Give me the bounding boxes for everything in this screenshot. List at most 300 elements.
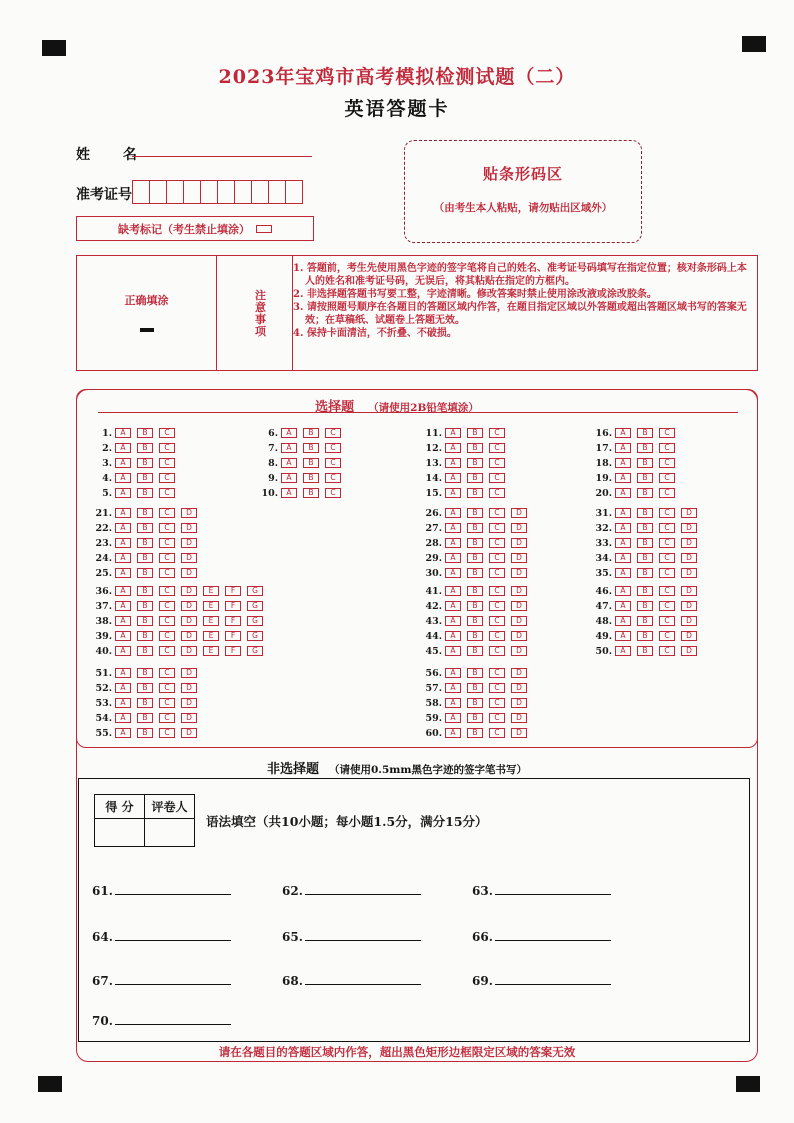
option-bubble[interactable]: A — [115, 538, 131, 548]
option-bubble[interactable]: B — [137, 458, 153, 468]
name-label: 姓 名 — [76, 147, 151, 163]
option-bubble[interactable]: C — [489, 508, 505, 518]
option-bubble[interactable]: A — [445, 728, 461, 738]
option-bubble[interactable]: F — [225, 631, 241, 641]
option-bubble[interactable]: A — [281, 428, 297, 438]
option-bubble[interactable]: G — [247, 631, 263, 641]
option-bubble[interactable]: B — [137, 443, 153, 453]
question-number: 7. — [268, 442, 278, 454]
option-bubble[interactable]: C — [659, 523, 675, 533]
option-bubble[interactable]: C — [159, 601, 175, 611]
option-bubble[interactable]: C — [489, 458, 505, 468]
exam-id-digit-box[interactable] — [183, 180, 201, 204]
option-bubble[interactable]: A — [281, 488, 297, 498]
option-bubble[interactable]: D — [181, 616, 197, 626]
answer-line[interactable] — [495, 940, 611, 941]
option-bubble[interactable]: B — [137, 586, 153, 596]
option-bubble[interactable]: C — [159, 698, 175, 708]
option-bubble[interactable]: A — [445, 616, 461, 626]
option-bubble[interactable]: B — [637, 568, 653, 578]
option-bubble[interactable]: A — [615, 538, 631, 548]
option-bubble[interactable]: A — [445, 553, 461, 563]
question-number: 8. — [268, 457, 278, 469]
question-number: 44. — [425, 630, 442, 642]
option-bubble[interactable]: A — [445, 646, 461, 656]
option-bubble[interactable]: C — [489, 523, 505, 533]
option-bubble[interactable]: B — [467, 458, 483, 468]
option-bubble[interactable]: A — [115, 553, 131, 563]
option-bubble[interactable]: D — [681, 601, 697, 611]
question-row — [416, 456, 511, 470]
option-bubble[interactable]: G — [247, 616, 263, 626]
option-bubble[interactable]: C — [659, 488, 675, 498]
option-bubble[interactable]: C — [159, 631, 175, 641]
option-bubble[interactable]: D — [181, 523, 197, 533]
question-row — [586, 584, 703, 598]
option-bubble[interactable]: A — [445, 713, 461, 723]
option-bubble[interactable]: E — [203, 631, 219, 641]
option-bubble[interactable]: B — [467, 538, 483, 548]
option-bubble[interactable]: B — [637, 508, 653, 518]
option-bubble[interactable]: D — [511, 523, 527, 533]
exam-id-digit-box[interactable] — [268, 180, 286, 204]
option-bubble[interactable]: A — [445, 631, 461, 641]
option-bubble[interactable]: A — [281, 473, 297, 483]
answer-item — [282, 884, 421, 898]
option-bubble[interactable]: C — [159, 538, 175, 548]
exam-id-boxes[interactable] — [132, 180, 302, 204]
option-bubble[interactable]: A — [445, 473, 461, 483]
option-bubble[interactable]: D — [511, 683, 527, 693]
option-bubble[interactable]: B — [467, 586, 483, 596]
question-number: 57. — [425, 682, 442, 694]
option-bubble[interactable]: C — [489, 631, 505, 641]
option-bubble[interactable]: B — [137, 508, 153, 518]
option-bubble[interactable]: A — [445, 586, 461, 596]
option-bubble[interactable]: D — [511, 631, 527, 641]
option-bubble[interactable]: B — [637, 631, 653, 641]
answer-line[interactable] — [115, 940, 231, 941]
option-bubble[interactable]: B — [137, 631, 153, 641]
exam-id-digit-box[interactable] — [251, 180, 269, 204]
option-bubble[interactable]: C — [489, 698, 505, 708]
option-bubble[interactable]: B — [637, 601, 653, 611]
option-bubble[interactable]: C — [659, 538, 675, 548]
option-bubble[interactable]: B — [637, 443, 653, 453]
option-bubble[interactable]: A — [615, 458, 631, 468]
option-bubble[interactable]: C — [159, 616, 175, 626]
option-bubble[interactable]: B — [637, 553, 653, 563]
option-bubble[interactable]: C — [159, 713, 175, 723]
question-row — [416, 566, 533, 580]
option-bubble[interactable]: B — [137, 646, 153, 656]
choice-divider — [98, 412, 738, 413]
option-bubble[interactable]: C — [159, 458, 175, 468]
answer-line[interactable] — [115, 894, 231, 895]
answer-line[interactable] — [495, 984, 611, 985]
option-bubble[interactable]: E — [203, 601, 219, 611]
option-bubble[interactable]: C — [489, 568, 505, 578]
option-bubble[interactable]: A — [615, 523, 631, 533]
option-bubble[interactable]: A — [115, 646, 131, 656]
option-bubble[interactable]: D — [681, 508, 697, 518]
question-row — [416, 426, 511, 440]
notice-rules — [293, 262, 753, 340]
option-bubble[interactable]: C — [489, 616, 505, 626]
option-bubble[interactable]: G — [247, 646, 263, 656]
option-bubble[interactable]: C — [159, 508, 175, 518]
answer-item — [282, 930, 421, 944]
option-bubble[interactable]: D — [181, 728, 197, 738]
answer-line[interactable] — [305, 894, 421, 895]
option-bubble[interactable]: C — [159, 523, 175, 533]
option-bubble[interactable]: A — [445, 428, 461, 438]
option-bubble[interactable]: B — [137, 698, 153, 708]
option-bubble[interactable]: B — [637, 616, 653, 626]
option-bubble[interactable]: A — [115, 523, 131, 533]
option-bubble[interactable]: C — [489, 728, 505, 738]
option-bubble[interactable]: B — [467, 668, 483, 678]
option-bubble[interactable]: D — [511, 698, 527, 708]
option-bubble[interactable]: B — [303, 443, 319, 453]
option-bubble[interactable]: C — [659, 601, 675, 611]
option-bubble[interactable]: B — [467, 488, 483, 498]
option-bubble[interactable]: A — [115, 568, 131, 578]
exam-id-digit-box[interactable] — [132, 180, 150, 204]
option-bubble[interactable]: D — [681, 646, 697, 656]
option-bubble[interactable]: C — [325, 458, 341, 468]
question-row — [586, 629, 703, 643]
option-bubble[interactable]: C — [489, 601, 505, 611]
option-bubble[interactable]: A — [445, 538, 461, 548]
option-bubble[interactable]: A — [615, 473, 631, 483]
answer-number: 62. — [282, 884, 303, 898]
option-bubble[interactable]: E — [203, 586, 219, 596]
question-number: 24. — [95, 552, 112, 564]
option-bubble[interactable]: A — [615, 428, 631, 438]
option-bubble[interactable]: A — [115, 631, 131, 641]
option-bubble[interactable]: A — [445, 698, 461, 708]
option-bubble[interactable]: D — [181, 698, 197, 708]
option-bubble[interactable]: C — [159, 683, 175, 693]
option-bubble[interactable]: D — [181, 683, 197, 693]
option-bubble[interactable]: D — [181, 646, 197, 656]
option-bubble[interactable]: A — [615, 586, 631, 596]
option-bubble[interactable]: B — [467, 631, 483, 641]
option-bubble[interactable]: B — [467, 713, 483, 723]
answer-line[interactable] — [115, 1024, 231, 1025]
option-bubble[interactable]: C — [659, 586, 675, 596]
option-bubble[interactable]: D — [511, 553, 527, 563]
option-bubble[interactable]: C — [325, 443, 341, 453]
option-bubble[interactable]: C — [659, 458, 675, 468]
option-bubble[interactable]: B — [137, 616, 153, 626]
option-bubble[interactable]: D — [511, 508, 527, 518]
option-bubble[interactable]: A — [115, 728, 131, 738]
option-bubble[interactable]: D — [511, 616, 527, 626]
option-bubble[interactable]: C — [325, 428, 341, 438]
option-bubble[interactable]: C — [159, 443, 175, 453]
option-bubble[interactable]: A — [615, 443, 631, 453]
option-bubble[interactable]: A — [445, 683, 461, 693]
answer-item — [92, 974, 231, 988]
option-bubble[interactable]: B — [137, 488, 153, 498]
option-bubble[interactable]: G — [247, 601, 263, 611]
absent-mark-box — [76, 216, 314, 241]
option-bubble[interactable]: D — [511, 646, 527, 656]
option-bubble[interactable]: C — [489, 488, 505, 498]
option-bubble[interactable]: B — [303, 473, 319, 483]
option-bubble[interactable]: B — [467, 646, 483, 656]
question-row — [86, 551, 203, 565]
option-bubble[interactable]: A — [115, 428, 131, 438]
option-bubble[interactable]: C — [159, 668, 175, 678]
option-bubble[interactable]: B — [303, 488, 319, 498]
option-bubble[interactable]: F — [225, 601, 241, 611]
option-bubble[interactable]: C — [159, 586, 175, 596]
option-bubble[interactable]: B — [137, 713, 153, 723]
score-table — [94, 794, 195, 847]
option-bubble[interactable]: B — [467, 728, 483, 738]
option-bubble[interactable]: C — [659, 508, 675, 518]
option-bubble[interactable]: F — [225, 586, 241, 596]
option-bubble[interactable]: F — [225, 646, 241, 656]
option-bubble[interactable]: D — [511, 538, 527, 548]
option-bubble[interactable]: D — [181, 508, 197, 518]
option-bubble[interactable]: C — [325, 473, 341, 483]
question-row — [416, 666, 533, 680]
option-bubble[interactable]: C — [659, 616, 675, 626]
option-bubble[interactable]: D — [181, 713, 197, 723]
option-bubble[interactable]: D — [681, 616, 697, 626]
option-bubble[interactable]: C — [659, 553, 675, 563]
question-number: 56. — [425, 667, 442, 679]
option-bubble[interactable]: B — [467, 553, 483, 563]
option-bubble[interactable]: B — [303, 428, 319, 438]
option-bubble[interactable]: A — [115, 683, 131, 693]
option-bubble[interactable]: B — [137, 523, 153, 533]
option-bubble[interactable]: C — [659, 568, 675, 578]
option-bubble[interactable]: D — [681, 631, 697, 641]
option-bubble[interactable]: A — [115, 488, 131, 498]
option-bubble[interactable]: A — [115, 698, 131, 708]
option-bubble[interactable]: B — [467, 698, 483, 708]
question-number: 59. — [425, 712, 442, 724]
option-bubble[interactable]: C — [659, 631, 675, 641]
name-field[interactable] — [132, 156, 312, 157]
option-bubble[interactable]: D — [681, 568, 697, 578]
option-bubble[interactable]: B — [137, 668, 153, 678]
option-bubble[interactable]: A — [615, 646, 631, 656]
answer-item — [92, 930, 231, 944]
option-bubble[interactable]: B — [467, 428, 483, 438]
option-bubble[interactable]: B — [137, 428, 153, 438]
option-bubble[interactable]: B — [637, 538, 653, 548]
option-bubble[interactable]: D — [511, 601, 527, 611]
option-bubble[interactable]: D — [681, 538, 697, 548]
answer-line[interactable] — [115, 984, 231, 985]
option-bubble[interactable]: C — [159, 473, 175, 483]
option-bubble[interactable]: B — [637, 458, 653, 468]
option-bubble[interactable]: B — [467, 683, 483, 693]
option-bubble[interactable]: B — [637, 523, 653, 533]
answer-item — [472, 884, 611, 898]
option-bubble[interactable]: B — [137, 473, 153, 483]
option-bubble[interactable]: D — [681, 523, 697, 533]
exam-id-digit-box[interactable] — [166, 180, 184, 204]
option-bubble[interactable]: C — [489, 553, 505, 563]
option-bubble[interactable]: A — [115, 713, 131, 723]
question-row — [86, 486, 181, 500]
option-bubble[interactable]: A — [445, 668, 461, 678]
answer-item — [472, 930, 611, 944]
option-bubble[interactable]: C — [489, 443, 505, 453]
option-bubble[interactable]: D — [511, 713, 527, 723]
question-number: 29. — [425, 552, 442, 564]
option-bubble[interactable]: B — [467, 601, 483, 611]
option-bubble[interactable]: A — [615, 508, 631, 518]
option-bubble[interactable]: D — [181, 553, 197, 563]
option-bubble[interactable]: D — [181, 568, 197, 578]
option-bubble[interactable]: G — [247, 586, 263, 596]
option-bubble[interactable]: B — [137, 601, 153, 611]
question-number: 19. — [595, 472, 612, 484]
option-bubble[interactable]: C — [159, 646, 175, 656]
option-bubble[interactable]: C — [659, 473, 675, 483]
option-bubble[interactable]: C — [489, 473, 505, 483]
absent-mark-checkbox[interactable] — [256, 225, 272, 233]
question-number: 22. — [95, 522, 112, 534]
option-bubble[interactable]: B — [467, 568, 483, 578]
question-row — [586, 471, 681, 485]
exam-id-digit-box[interactable] — [149, 180, 167, 204]
option-bubble[interactable]: A — [115, 443, 131, 453]
option-bubble[interactable]: E — [203, 616, 219, 626]
exam-id-digit-box[interactable] — [234, 180, 252, 204]
option-bubble[interactable]: D — [181, 668, 197, 678]
option-bubble[interactable]: C — [659, 646, 675, 656]
option-bubble[interactable]: A — [445, 488, 461, 498]
option-bubble[interactable]: C — [659, 428, 675, 438]
absent-mark-label: 缺考标记（考生禁止填涂） — [118, 222, 250, 236]
option-bubble[interactable]: C — [159, 488, 175, 498]
option-bubble[interactable]: D — [511, 668, 527, 678]
option-bubble[interactable]: A — [615, 488, 631, 498]
correct-fill-label: 正确填涂 — [124, 294, 169, 307]
option-bubble[interactable]: B — [137, 683, 153, 693]
option-bubble[interactable]: D — [681, 553, 697, 563]
option-bubble[interactable]: A — [281, 458, 297, 468]
option-bubble[interactable]: D — [181, 601, 197, 611]
option-bubble[interactable]: B — [637, 586, 653, 596]
option-bubble[interactable]: F — [225, 616, 241, 626]
option-bubble[interactable]: C — [489, 428, 505, 438]
exam-id-digit-box[interactable] — [200, 180, 218, 204]
option-bubble[interactable]: C — [489, 646, 505, 656]
option-bubble[interactable]: B — [637, 646, 653, 656]
option-bubble[interactable]: B — [137, 553, 153, 563]
option-bubble[interactable]: A — [115, 508, 131, 518]
question-row — [416, 681, 533, 695]
option-bubble[interactable]: D — [511, 568, 527, 578]
option-bubble[interactable]: B — [467, 616, 483, 626]
option-bubble[interactable]: B — [467, 523, 483, 533]
option-bubble[interactable]: A — [281, 443, 297, 453]
option-bubble[interactable]: C — [489, 538, 505, 548]
option-bubble[interactable]: C — [489, 668, 505, 678]
option-bubble[interactable]: C — [489, 683, 505, 693]
exam-id-digit-box[interactable] — [217, 180, 235, 204]
question-row — [416, 521, 533, 535]
option-bubble[interactable]: C — [659, 443, 675, 453]
option-bubble[interactable]: D — [511, 728, 527, 738]
option-bubble[interactable]: B — [637, 488, 653, 498]
option-bubble[interactable]: B — [137, 538, 153, 548]
option-bubble[interactable]: D — [511, 586, 527, 596]
option-bubble[interactable]: A — [445, 601, 461, 611]
option-bubble[interactable]: A — [445, 523, 461, 533]
option-bubble[interactable]: A — [115, 586, 131, 596]
option-bubble[interactable]: D — [181, 538, 197, 548]
option-bubble[interactable]: C — [489, 713, 505, 723]
question-row — [86, 644, 269, 658]
option-bubble[interactable]: A — [115, 458, 131, 468]
option-bubble[interactable]: D — [181, 586, 197, 596]
option-bubble[interactable]: A — [615, 568, 631, 578]
option-bubble[interactable]: C — [159, 428, 175, 438]
question-number: 12. — [425, 442, 442, 454]
option-bubble[interactable]: A — [445, 443, 461, 453]
option-bubble[interactable]: B — [637, 473, 653, 483]
exam-id-digit-box[interactable] — [285, 180, 303, 204]
notes-label: 注 意 事 项 — [255, 289, 266, 338]
option-bubble[interactable]: A — [115, 668, 131, 678]
question-row — [586, 441, 681, 455]
option-bubble[interactable]: A — [445, 508, 461, 518]
option-bubble[interactable]: C — [489, 586, 505, 596]
option-bubble[interactable]: C — [159, 553, 175, 563]
answer-line[interactable] — [495, 894, 611, 895]
option-bubble[interactable]: E — [203, 646, 219, 656]
option-bubble[interactable]: A — [615, 553, 631, 563]
option-bubble[interactable]: C — [325, 488, 341, 498]
answer-line[interactable] — [305, 940, 421, 941]
option-bubble[interactable]: A — [615, 631, 631, 641]
option-bubble[interactable]: B — [467, 473, 483, 483]
question-number: 23. — [95, 537, 112, 549]
option-bubble[interactable]: A — [615, 616, 631, 626]
option-bubble[interactable]: A — [615, 601, 631, 611]
option-bubble[interactable]: D — [181, 631, 197, 641]
option-bubble[interactable]: A — [445, 458, 461, 468]
option-bubble[interactable]: C — [159, 728, 175, 738]
question-row — [86, 711, 203, 725]
option-bubble[interactable]: A — [115, 473, 131, 483]
answer-line[interactable] — [305, 984, 421, 985]
option-bubble[interactable]: B — [137, 728, 153, 738]
option-bubble[interactable]: D — [681, 586, 697, 596]
option-bubble[interactable]: B — [637, 428, 653, 438]
question-number: 3. — [102, 457, 112, 469]
option-bubble[interactable]: A — [115, 616, 131, 626]
option-bubble[interactable]: B — [467, 508, 483, 518]
option-bubble[interactable]: A — [115, 601, 131, 611]
option-bubble[interactable]: B — [467, 443, 483, 453]
option-bubble[interactable]: A — [445, 568, 461, 578]
option-bubble[interactable]: C — [159, 568, 175, 578]
option-bubble[interactable]: B — [137, 568, 153, 578]
option-bubble[interactable]: B — [303, 458, 319, 468]
